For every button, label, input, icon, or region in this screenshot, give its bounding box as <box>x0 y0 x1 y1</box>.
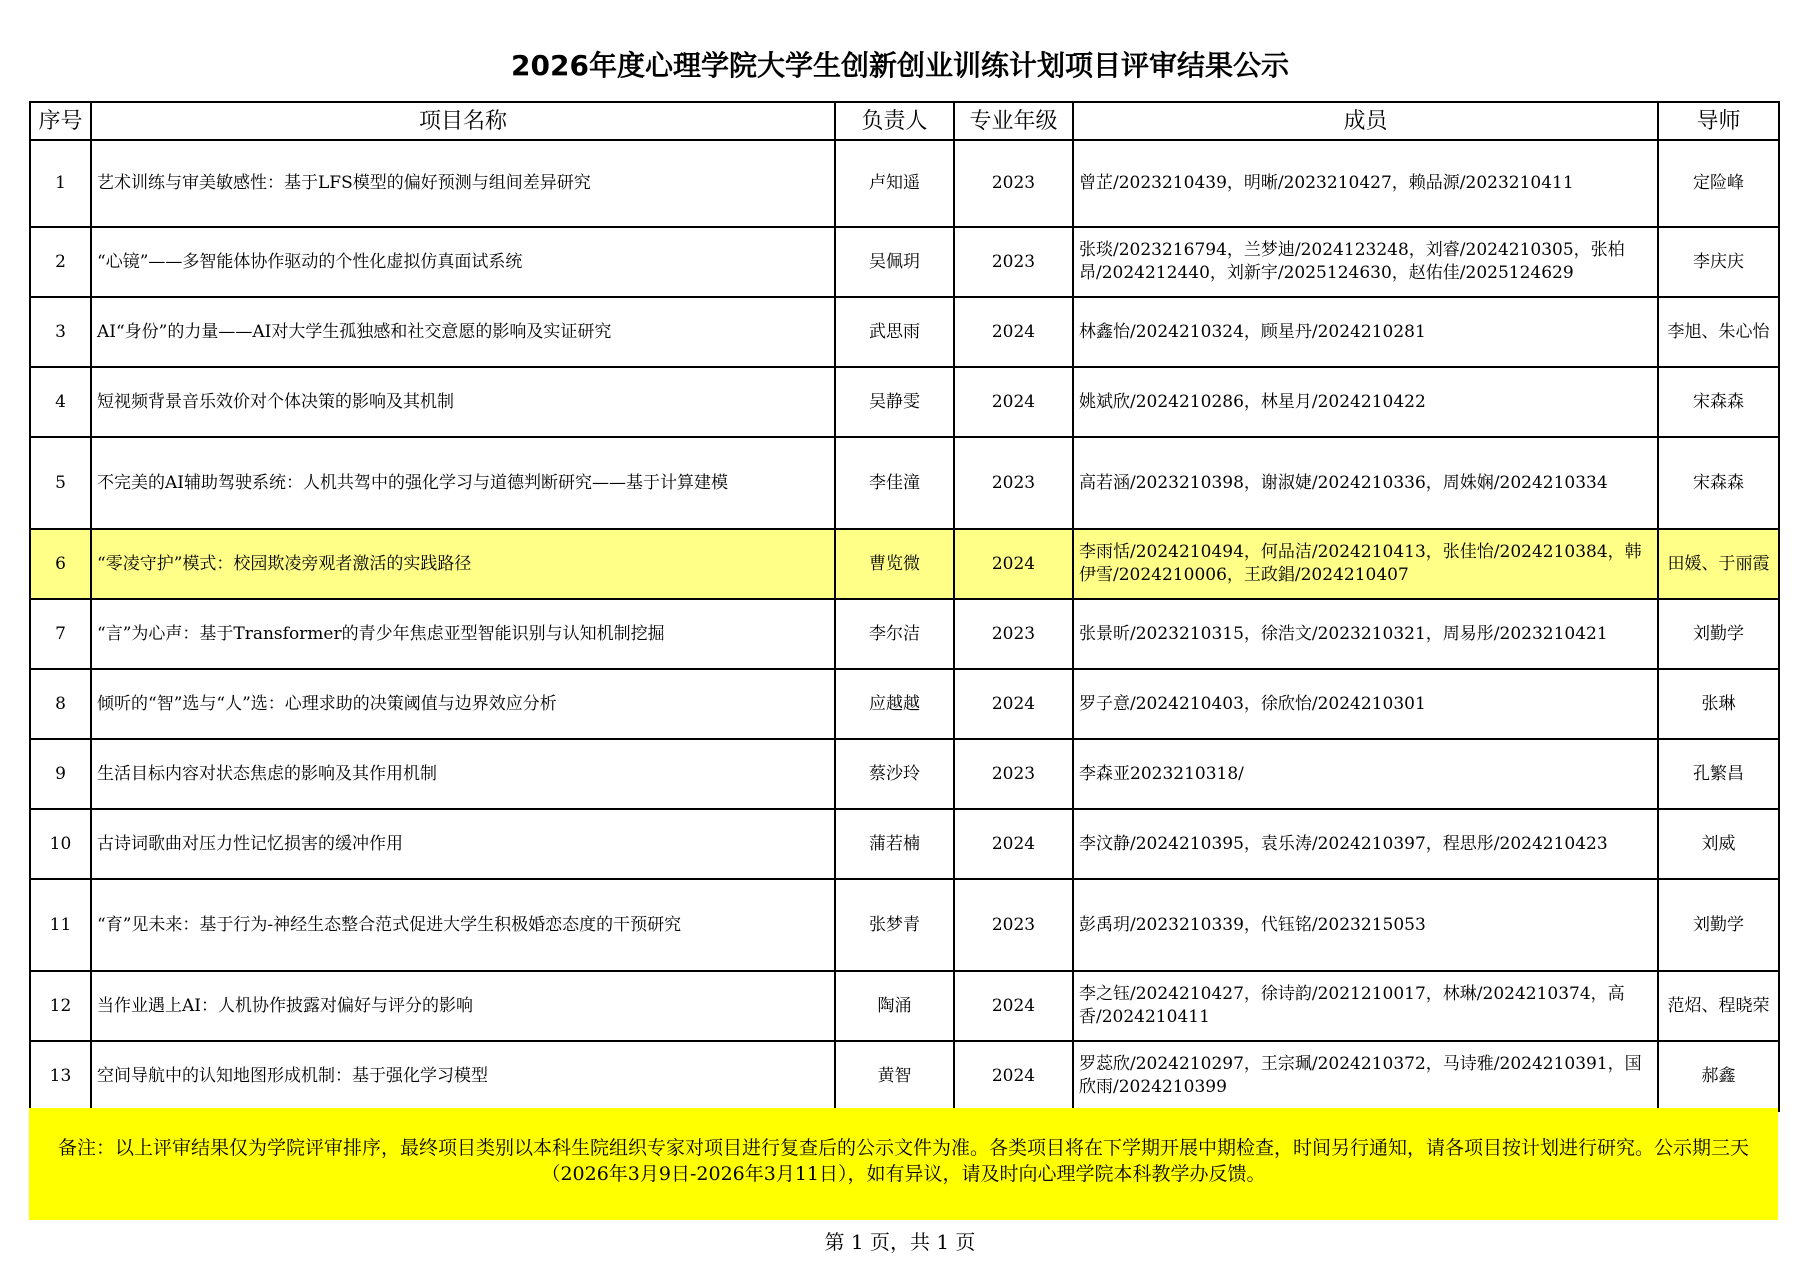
row-number-cell: 11 <box>30 879 91 971</box>
row-number-cell: 13 <box>30 1041 91 1111</box>
project-name-cell: “言”为心声：基于Transformer的青少年焦虑亚型智能识别与认知机制挖掘 <box>91 599 835 669</box>
advisor-cell: 张琳 <box>1658 669 1779 739</box>
grade-cell: 2023 <box>954 227 1073 297</box>
members-cell: 张景昕/2023210315，徐浩文/2023210321，周易彤/2023210421 <box>1073 599 1658 669</box>
header-grade: 专业年级 <box>954 102 1073 140</box>
header-project-name: 项目名称 <box>91 102 835 140</box>
advisor-cell: 田媛、于丽霞 <box>1658 529 1779 599</box>
row-number-cell: 5 <box>30 437 91 529</box>
grade-cell: 2024 <box>954 367 1073 437</box>
project-leader-cell: 武思雨 <box>835 297 954 367</box>
advisor-cell: 李庆庆 <box>1658 227 1779 297</box>
advisor-cell: 刘威 <box>1658 809 1779 879</box>
row-number-cell: 10 <box>30 809 91 879</box>
members-cell: 彭禹玥/2023210339，代钰铭/2023215053 <box>1073 879 1658 971</box>
row-number-cell: 3 <box>30 297 91 367</box>
members-cell: 李之钰/2024210427，徐诗韵/2021210017，林琳/2024210374，高香/2024210411 <box>1073 971 1658 1041</box>
project-leader-cell: 李尔洁 <box>835 599 954 669</box>
members-cell: 罗子意/2024210403，徐欣怡/2024210301 <box>1073 669 1658 739</box>
project-leader-cell: 陶涌 <box>835 971 954 1041</box>
project-leader-cell: 曹览微 <box>835 529 954 599</box>
remarks-note: 备注：以上评审结果仅为学院评审排序，最终项目类别以本科生院组织专家对项目进行复查后的公示文件为准。各类项目将在下学期开展中期检查，时间另行通知，请各项目按计划进行研究。公示期三天（2026年3月9日-2026年3月11日），如有异议，请及时向心理学院本科教学办反馈。 <box>29 1108 1778 1220</box>
advisor-cell: 李旭、朱心怡 <box>1658 297 1779 367</box>
results-table <box>29 101 1780 1112</box>
project-name-cell: 艺术训练与审美敏感性：基于LFS模型的偏好预测与组间差异研究 <box>91 140 835 227</box>
advisor-cell: 刘勤学 <box>1658 879 1779 971</box>
row-number-cell: 2 <box>30 227 91 297</box>
project-name-cell: 当作业遇上AI：人机协作披露对偏好与评分的影响 <box>91 971 835 1041</box>
project-name-cell: “心镜”——多智能体协作驱动的个性化虚拟仿真面试系统 <box>91 227 835 297</box>
advisor-cell: 宋森森 <box>1658 437 1779 529</box>
members-cell: 李森亚2023210318/ <box>1073 739 1658 809</box>
members-cell: 高若涵/2023210398，谢淑婕/2024210336，周姝娴/2024210334 <box>1073 437 1658 529</box>
table-header-row <box>30 102 1779 140</box>
table-row <box>30 529 1779 599</box>
members-cell: 李汶静/2024210395，袁乐涛/2024210397，程思彤/2024210423 <box>1073 809 1658 879</box>
project-leader-cell: 应越越 <box>835 669 954 739</box>
header-members: 成员 <box>1073 102 1658 140</box>
table-row <box>30 739 1779 809</box>
row-number-cell: 12 <box>30 971 91 1041</box>
page-title: 2026年度心理学院大学生创新创业训练计划项目评审结果公示 <box>511 49 1289 82</box>
page-footer: 第 1 页，共 1 页 <box>824 1230 976 1254</box>
project-leader-cell: 吴佩玥 <box>835 227 954 297</box>
table-row <box>30 140 1779 227</box>
members-cell: 张琰/2023216794，兰梦迪/2024123248，刘睿/2024210305，张柏昂/2024212440，刘新宇/2025124630，赵佑佳/2025124629 <box>1073 227 1658 297</box>
grade-cell: 2023 <box>954 599 1073 669</box>
advisor-cell: 刘勤学 <box>1658 599 1779 669</box>
advisor-cell: 孔繁昌 <box>1658 739 1779 809</box>
grade-cell: 2024 <box>954 809 1073 879</box>
project-leader-cell: 吴静雯 <box>835 367 954 437</box>
grade-cell: 2024 <box>954 529 1073 599</box>
table-row <box>30 809 1779 879</box>
row-number-cell: 1 <box>30 140 91 227</box>
project-leader-cell: 黄智 <box>835 1041 954 1111</box>
advisor-cell: 范炤、程晓荣 <box>1658 971 1779 1041</box>
project-leader-cell: 张梦青 <box>835 879 954 971</box>
project-leader-cell: 蔡沙玲 <box>835 739 954 809</box>
project-name-cell: AI“身份”的力量——AI对大学生孤独感和社交意愿的影响及实证研究 <box>91 297 835 367</box>
advisor-cell: 郝鑫 <box>1658 1041 1779 1111</box>
row-number-cell: 6 <box>30 529 91 599</box>
grade-cell: 2024 <box>954 669 1073 739</box>
grade-cell: 2024 <box>954 297 1073 367</box>
table-row <box>30 227 1779 297</box>
table-row <box>30 367 1779 437</box>
table-row <box>30 437 1779 529</box>
header-number: 序号 <box>30 102 91 140</box>
project-leader-cell: 李佳潼 <box>835 437 954 529</box>
project-name-cell: 倾听的“智”选与“人”选：心理求助的决策阈值与边界效应分析 <box>91 669 835 739</box>
project-name-cell: 生活目标内容对状态焦虑的影响及其作用机制 <box>91 739 835 809</box>
grade-cell: 2023 <box>954 437 1073 529</box>
header-leader: 负责人 <box>835 102 954 140</box>
table-row <box>30 971 1779 1041</box>
grade-cell: 2024 <box>954 1041 1073 1111</box>
advisor-cell: 宋森森 <box>1658 367 1779 437</box>
row-number-cell: 9 <box>30 739 91 809</box>
table-row <box>30 669 1779 739</box>
members-cell: 姚斌欣/2024210286，林星月/2024210422 <box>1073 367 1658 437</box>
row-number-cell: 8 <box>30 669 91 739</box>
project-leader-cell: 卢知遥 <box>835 140 954 227</box>
table-row <box>30 297 1779 367</box>
advisor-cell: 定险峰 <box>1658 140 1779 227</box>
project-leader-cell: 蒲若楠 <box>835 809 954 879</box>
table-row <box>30 599 1779 669</box>
project-name-cell: 古诗词歌曲对压力性记忆损害的缓冲作用 <box>91 809 835 879</box>
grade-cell: 2024 <box>954 971 1073 1041</box>
grade-cell: 2023 <box>954 739 1073 809</box>
project-name-cell: 不完美的AI辅助驾驶系统：人机共驾中的强化学习与道德判断研究——基于计算建模 <box>91 437 835 529</box>
project-name-cell: “零凌守护”模式：校园欺凌旁观者激活的实践路径 <box>91 529 835 599</box>
grade-cell: 2023 <box>954 879 1073 971</box>
table-row <box>30 879 1779 971</box>
row-number-cell: 7 <box>30 599 91 669</box>
table-body <box>30 140 1779 1111</box>
members-cell: 曾芷/2023210439，明晰/2023210427，赖品源/2023210411 <box>1073 140 1658 227</box>
members-cell: 罗蕊欣/2024210297，王宗珮/2024210372，马诗雅/2024210391，国欣雨/2024210399 <box>1073 1041 1658 1111</box>
row-number-cell: 4 <box>30 367 91 437</box>
table-row <box>30 1041 1779 1111</box>
header-advisor: 导师 <box>1658 102 1779 140</box>
project-name-cell: “育”见未来：基于行为-神经生态整合范式促进大学生积极婚恋态度的干预研究 <box>91 879 835 971</box>
grade-cell: 2023 <box>954 140 1073 227</box>
members-cell: 李雨恬/2024210494，何品洁/2024210413，张佳怡/2024210384，韩伊雪/2024210006，王政錩/2024210407 <box>1073 529 1658 599</box>
project-name-cell: 空间导航中的认知地图形成机制：基于强化学习模型 <box>91 1041 835 1111</box>
project-name-cell: 短视频背景音乐效价对个体决策的影响及其机制 <box>91 367 835 437</box>
members-cell: 林鑫怡/2024210324，顾星丹/2024210281 <box>1073 297 1658 367</box>
